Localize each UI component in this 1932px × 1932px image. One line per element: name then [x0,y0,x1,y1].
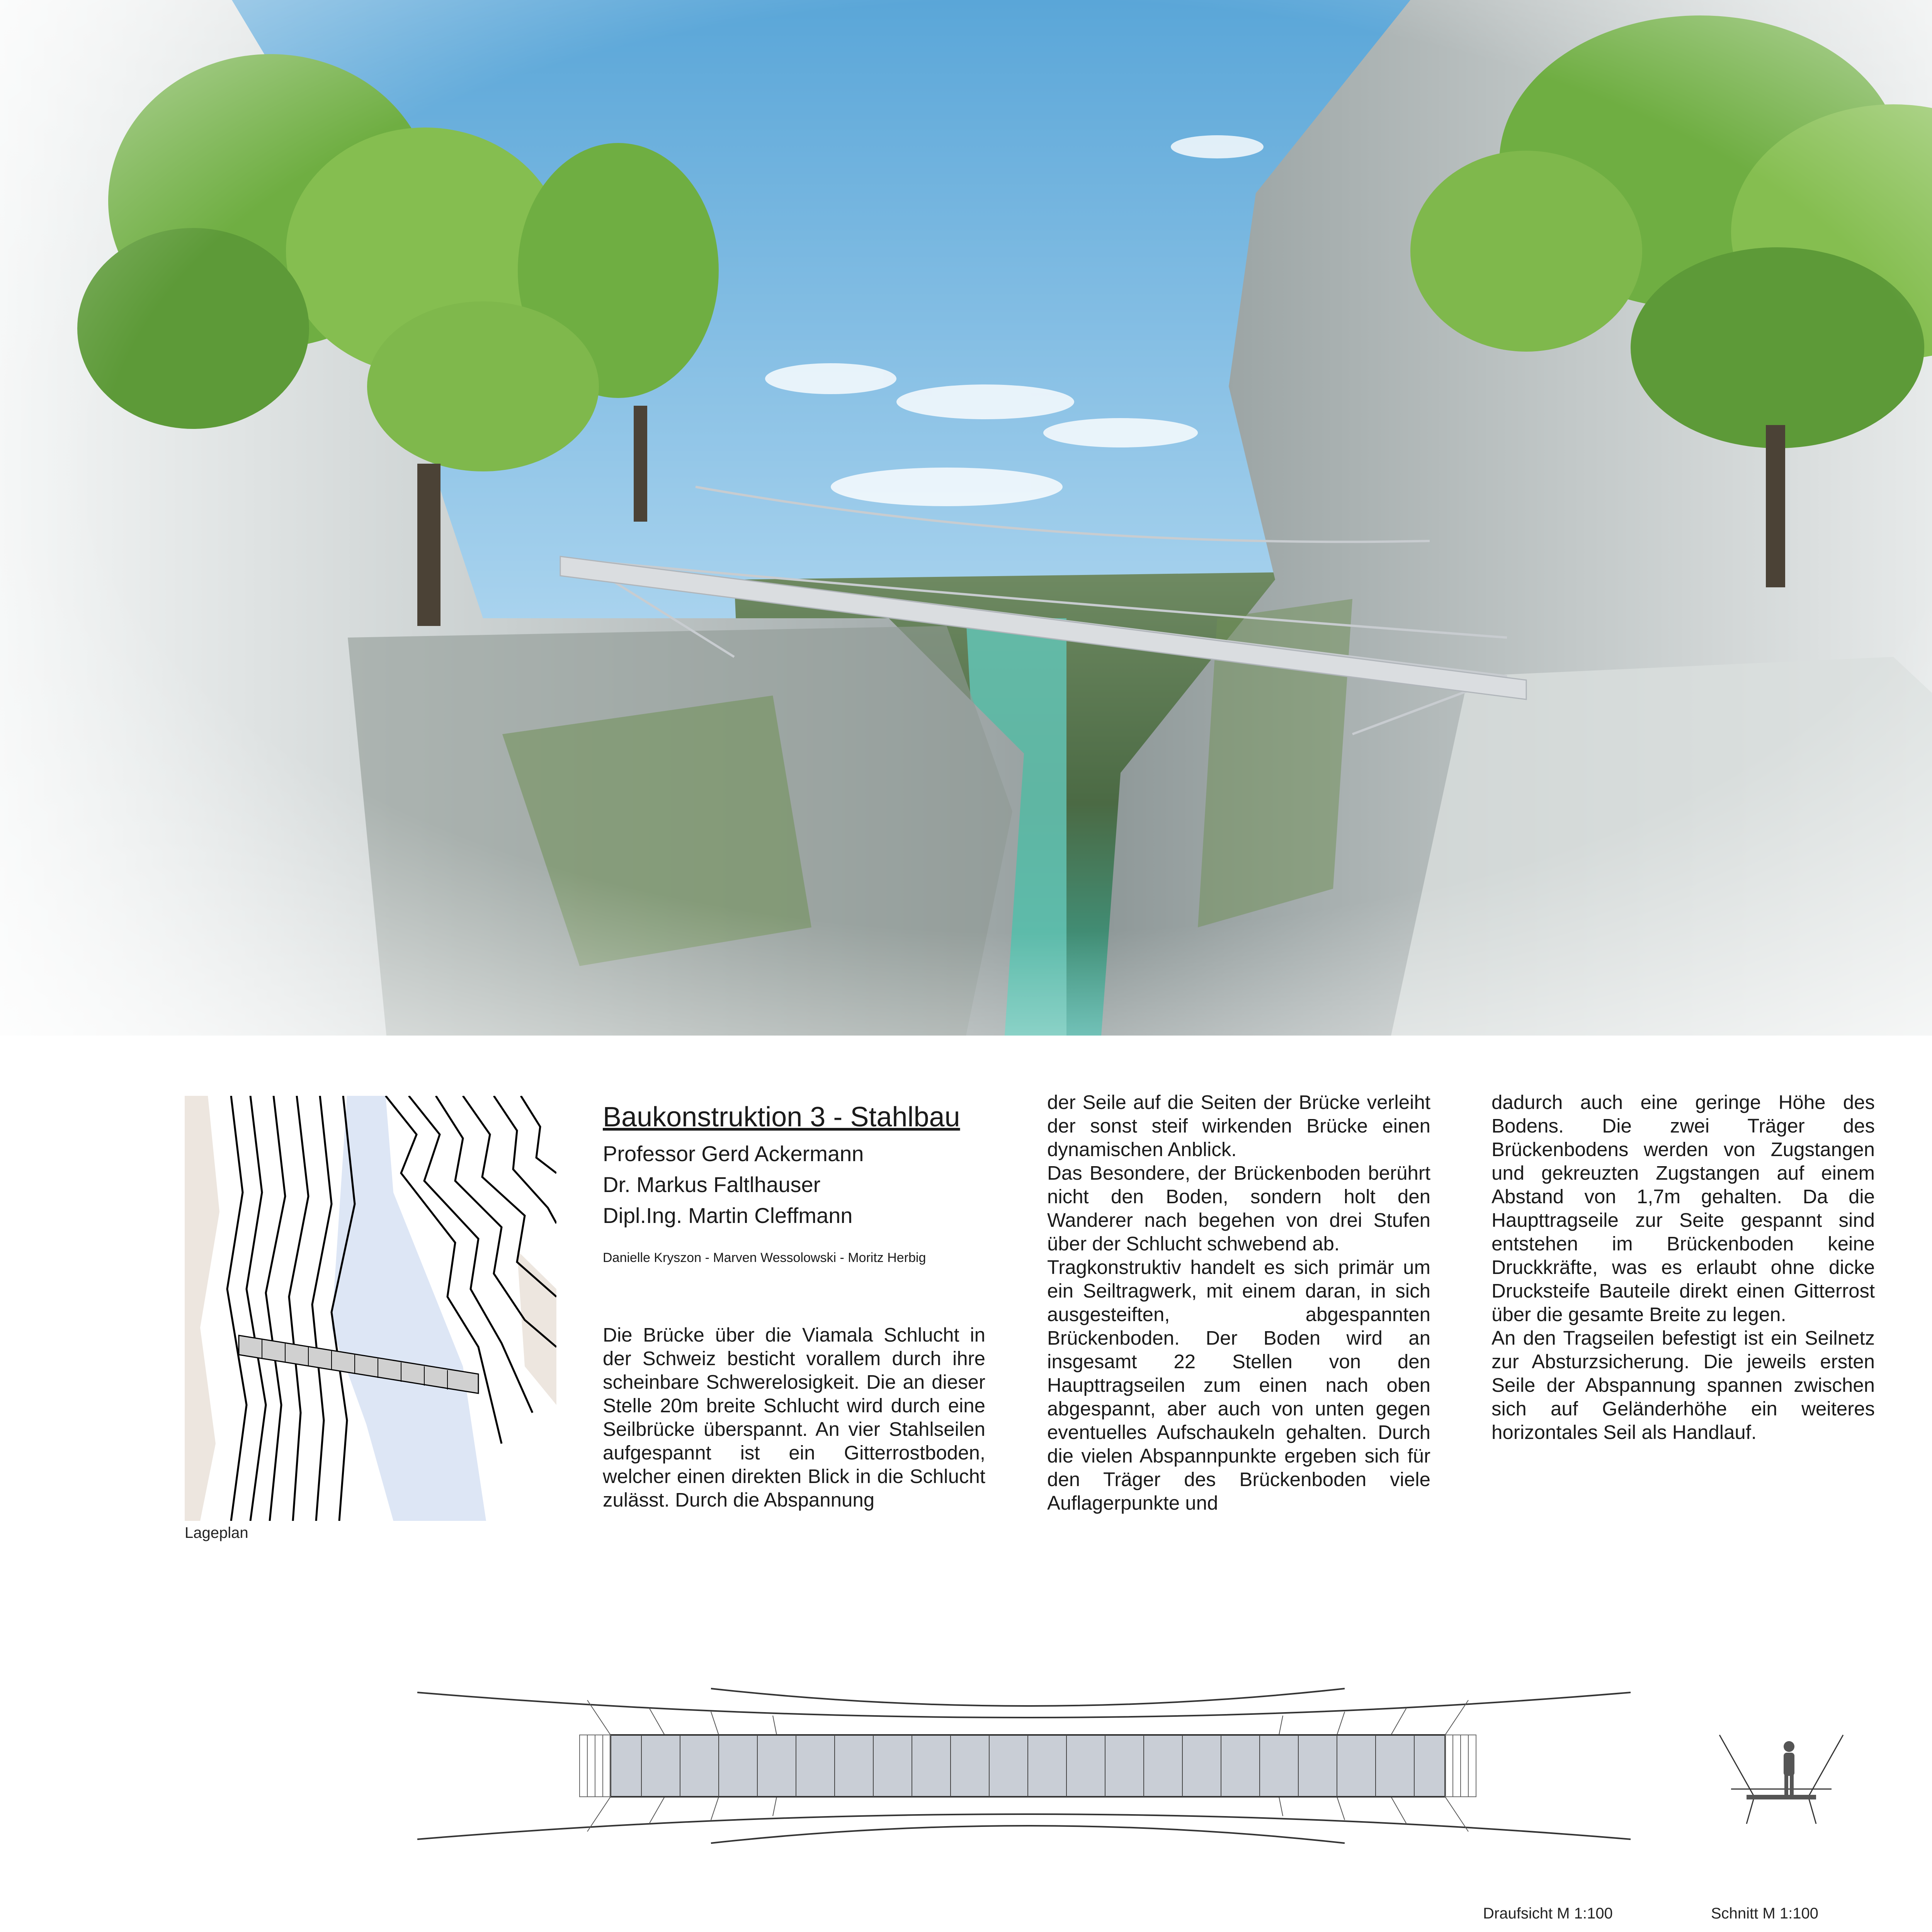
text-column-3 [1492,1090,1875,1444]
title-block [603,1101,981,1265]
intro-paragraph: Die Brücke über die Viamala Schlucht in der Schweiz besticht vorallem durch ihre scheinbare Schwerelosigkeit. Die an dieser Stelle 20m breite Schlucht wird durch eine Seilbrücke überspannt. An vier Stahlseilen aufgespannt ist ein Gitterrostboden, welcher einen direkten Blick in die Schlucht zulässt. Durch die Abspannung [603,1324,985,1511]
col3-paragraph-1: dadurch auch eine geringe Höhe des Bodens. Die zwei Träger des Brückenbodens werden von Zugstangen und gekreuzten Zugstangen auf einem Abstand von 1,7m gehalten. Da die Haupttragseile zur Seite gespannt sind entstehen im Brückenboden keine Druckkräfte, was es erlaubt ohne dicke Drucksteife Bauteile direkt einen Gitterrost über die gesamte Breite zu legen. [1492,1091,1875,1325]
plan-label: Draufsicht M 1:100 [1483,1905,1613,1922]
professor-1: Professor Gerd Ackermann [603,1141,864,1166]
authors: Danielle Kryszon - Marven Wessolowski - Moritz Herbig [603,1250,926,1265]
text-column-2 [1047,1090,1430,1515]
siteplan-label: Lageplan [185,1524,248,1541]
professor-3: Dipl.Ing. Martin Cleffmann [603,1203,853,1228]
site-plan [185,1096,556,1521]
col3-paragraph-2: An den Tragseilen befestigt ist ein Seilnetz zur Absturzsicherung. Die jeweils ersten Seile der Abspannung spannen zwischen sich auf Geländerhöhe ein weiteres horizontales Seil als Handlauf. [1492,1327,1875,1443]
col2-paragraph-1: der Seile auf die Seiten der Brücke verleiht der sonst steif wirkenden Brücke einen dynamischen Anblick. [1047,1091,1430,1160]
intro-text [603,1323,985,1512]
section-label: Schnitt M 1:100 [1711,1905,1818,1922]
col2-paragraph-2: Das Besondere, der Brückenboden berührt nicht den Boden, sondern holt den Wanderer nach begehen von drei Stufen über der Schlucht schwebend ab. [1047,1162,1430,1255]
project-title: Baukonstruktion 3 - Stahlbau [603,1102,960,1133]
plan-view-drawing [410,1677,1646,1855]
professor-2: Dr. Markus Faltlhauser [603,1172,821,1197]
col2-paragraph-3: Tragkonstruktiv handelt es sich primär um ein Seiltragwerk, mit einem daran, in sich ausgesteiften, abgespannten Brückenboden. Der Boden wird an insgesamt 22 Stellen von den Haupttragseilen zum einen nach oben abgespannt, aber auch von unten gegen eventuelles Aufschaukeln gehalten. Durch die vielen Abspannpunkte ergeben sich für den Träger des Brückenboden viele Auflagerpunkte und [1047,1256,1430,1514]
section-drawing [1708,1727,1855,1828]
person-icon [1784,1741,1794,1795]
